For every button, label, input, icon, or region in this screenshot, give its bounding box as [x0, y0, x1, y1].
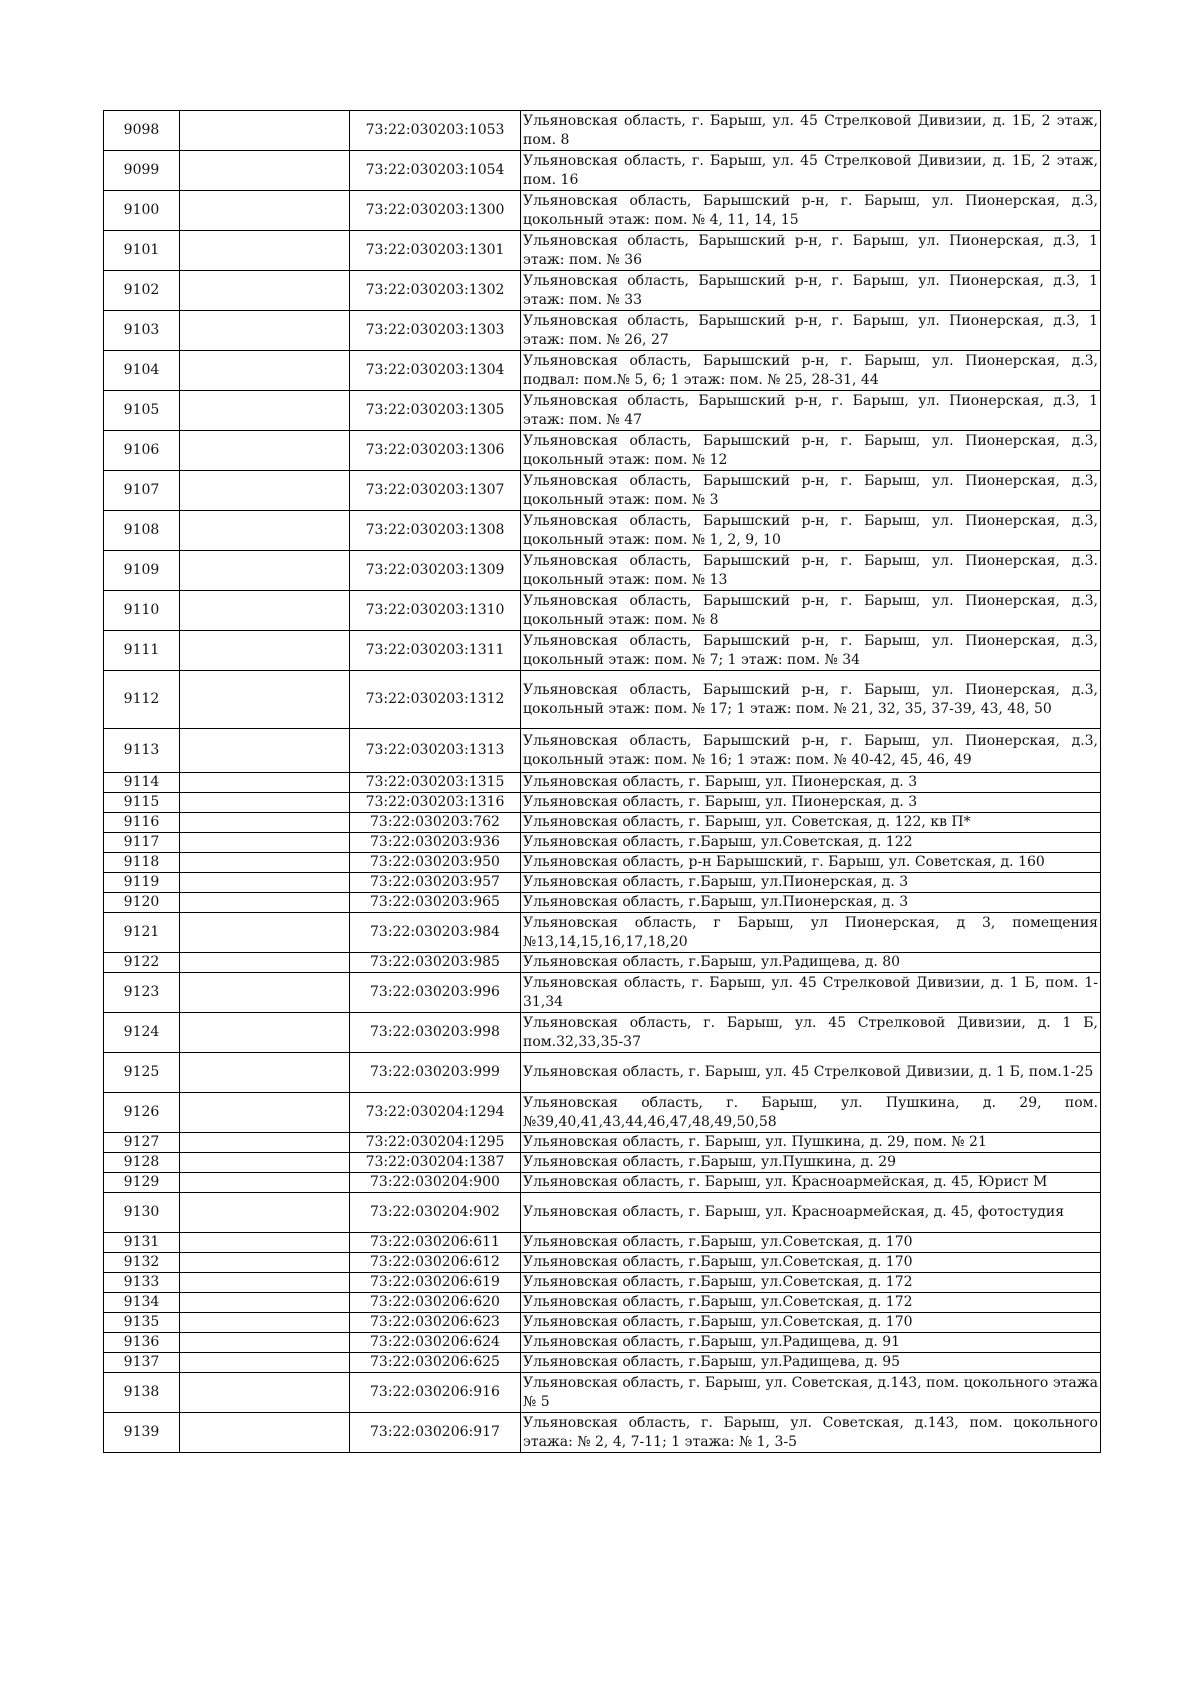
address-cell: Ульяновская область, г. Барыш, ул. Пионерская, д. 3 [521, 793, 1101, 813]
cadastral-number-cell: 73:22:030203:1308 [350, 511, 521, 551]
empty-cell [180, 431, 350, 471]
row-number-cell: 9125 [104, 1053, 180, 1093]
table-row [104, 591, 1101, 631]
address-cell: Ульяновская область, г.Барыш, ул.Советская, д. 170 [521, 1253, 1101, 1273]
cadastral-number-cell: 73:22:030203:1303 [350, 311, 521, 351]
empty-cell [180, 913, 350, 953]
row-number-cell: 9113 [104, 729, 180, 773]
address-cell: Ульяновская область, Барышский р-н, г. Барыш, ул. Пионерская, д.3, 1 этаж: пом. № 33 [521, 271, 1101, 311]
table-row [104, 671, 1101, 729]
empty-cell [180, 511, 350, 551]
empty-cell [180, 853, 350, 873]
empty-cell [180, 1273, 350, 1293]
table-row [104, 973, 1101, 1013]
cadastral-number-cell: 73:22:030203:1306 [350, 431, 521, 471]
table-row [104, 1193, 1101, 1233]
cadastral-number-cell: 73:22:030203:984 [350, 913, 521, 953]
cadastral-number-cell: 73:22:030203:1315 [350, 773, 521, 793]
empty-cell [180, 953, 350, 973]
table-row [104, 191, 1101, 231]
table-row [104, 853, 1101, 873]
empty-cell [180, 591, 350, 631]
cadastral-number-cell: 73:22:030203:1301 [350, 231, 521, 271]
empty-cell [180, 873, 350, 893]
cadastral-number-cell: 73:22:030204:1387 [350, 1153, 521, 1173]
cadastral-number-cell: 73:22:030204:902 [350, 1193, 521, 1233]
table-row [104, 729, 1101, 773]
address-cell: Ульяновская область, Барышский р-н, г. Барыш, ул. Пионерская, д.3, цокольный этаж: пом. № 12 [521, 431, 1101, 471]
empty-cell [180, 1253, 350, 1273]
address-cell: Ульяновская область, г Барыш, ул Пионерская, д 3, помещения №13,14,15,16,17,18,20 [521, 913, 1101, 953]
address-cell: Ульяновская область, Барышский р-н, г. Барыш, ул. Пионерская, д.3, цокольный этаж: пом. № 4, 11, 14, 15 [521, 191, 1101, 231]
row-number-cell: 9105 [104, 391, 180, 431]
table-row [104, 1313, 1101, 1333]
table-row [104, 311, 1101, 351]
row-number-cell: 9121 [104, 913, 180, 953]
empty-cell [180, 631, 350, 671]
row-number-cell: 9115 [104, 793, 180, 813]
cadastral-number-cell: 73:22:030203:1309 [350, 551, 521, 591]
table-row [104, 431, 1101, 471]
cadastral-number-cell: 73:22:030206:917 [350, 1413, 521, 1453]
table-row [104, 1173, 1101, 1193]
empty-cell [180, 311, 350, 351]
cadastral-number-cell: 73:22:030203:762 [350, 813, 521, 833]
address-cell: Ульяновская область, Барышский р-н, г. Барыш, ул. Пионерская, д.3, 1 этаж: пом. № 26, 27 [521, 311, 1101, 351]
cadastral-number-cell: 73:22:030203:1312 [350, 671, 521, 729]
table-row [104, 1253, 1101, 1273]
cadastral-number-cell: 73:22:030203:1302 [350, 271, 521, 311]
row-number-cell: 9117 [104, 833, 180, 853]
address-cell: Ульяновская область, Барышский р-н, г. Барыш, ул. Пионерская, д.3, цокольный этаж: пом. № 16; 1 этаж: пом. № 40-42, 45, 46, 49 [521, 729, 1101, 773]
empty-cell [180, 1053, 350, 1093]
table-row [104, 813, 1101, 833]
table-row [104, 1093, 1101, 1133]
address-cell: Ульяновская область, г.Барыш, ул.Радищева, д. 91 [521, 1333, 1101, 1353]
table-row [104, 231, 1101, 271]
empty-cell [180, 973, 350, 1013]
row-number-cell: 9139 [104, 1413, 180, 1453]
empty-cell [180, 1353, 350, 1373]
row-number-cell: 9110 [104, 591, 180, 631]
cadastral-number-cell: 73:22:030203:985 [350, 953, 521, 973]
cadastral-number-cell: 73:22:030204:900 [350, 1173, 521, 1193]
cadastral-number-cell: 73:22:030203:998 [350, 1013, 521, 1053]
row-number-cell: 9103 [104, 311, 180, 351]
row-number-cell: 9102 [104, 271, 180, 311]
empty-cell [180, 793, 350, 813]
row-number-cell: 9107 [104, 471, 180, 511]
row-number-cell: 9127 [104, 1133, 180, 1153]
empty-cell [180, 1093, 350, 1133]
table-row [104, 111, 1101, 151]
table-row [104, 391, 1101, 431]
address-cell: Ульяновская область, г. Барыш, ул. Пушкина, д. 29, пом. № 21 [521, 1133, 1101, 1153]
address-cell: Ульяновская область, г.Барыш, ул.Радищева, д. 95 [521, 1353, 1101, 1373]
empty-cell [180, 351, 350, 391]
address-cell: Ульяновская область, г. Барыш, ул. 45 Стрелковой Дивизии, д. 1 Б, пом. 1-31,34 [521, 973, 1101, 1013]
table-row [104, 953, 1101, 973]
cadastral-number-cell: 73:22:030203:1311 [350, 631, 521, 671]
cadastral-number-cell: 73:22:030203:1305 [350, 391, 521, 431]
empty-cell [180, 1193, 350, 1233]
cadastral-number-cell: 73:22:030204:1295 [350, 1133, 521, 1153]
cadastral-number-cell: 73:22:030203:1313 [350, 729, 521, 773]
table-row [104, 1233, 1101, 1253]
row-number-cell: 9120 [104, 893, 180, 913]
cadastral-number-cell: 73:22:030203:1316 [350, 793, 521, 813]
cadastral-number-cell: 73:22:030203:999 [350, 1053, 521, 1093]
row-number-cell: 9123 [104, 973, 180, 1013]
address-cell: Ульяновская область, Барышский р-н, г. Барыш, ул. Пионерская, д.3. цокольный этаж: пом. № 13 [521, 551, 1101, 591]
table-row [104, 773, 1101, 793]
address-cell: Ульяновская область, г. Барыш, ул. Советская, д.143, пом. цокольного этажа: № 2, 4, 7-11; 1 этажа: № 1, 3-5 [521, 1413, 1101, 1453]
cadastral-number-cell: 73:22:030206:623 [350, 1313, 521, 1333]
row-number-cell: 9100 [104, 191, 180, 231]
address-cell: Ульяновская область, г.Барыш, ул.Советская, д. 170 [521, 1233, 1101, 1253]
address-cell: Ульяновская область, г.Барыш, ул.Советская, д. 122 [521, 833, 1101, 853]
row-number-cell: 9114 [104, 773, 180, 793]
row-number-cell: 9112 [104, 671, 180, 729]
address-cell: Ульяновская область, Барышский р-н, г. Барыш, ул. Пионерская, д.3, 1 этаж: пом. № 47 [521, 391, 1101, 431]
table-row [104, 151, 1101, 191]
empty-cell [180, 391, 350, 431]
table-row [104, 351, 1101, 391]
cadastral-number-cell: 73:22:030206:620 [350, 1293, 521, 1313]
cadastral-number-cell: 73:22:030203:957 [350, 873, 521, 893]
row-number-cell: 9131 [104, 1233, 180, 1253]
table-row [104, 833, 1101, 853]
address-cell: Ульяновская область, Барышский р-н, г. Барыш, ул. Пионерская, д.3, цокольный этаж: пом. № 1, 2, 9, 10 [521, 511, 1101, 551]
table-row [104, 1153, 1101, 1173]
table-row [104, 1353, 1101, 1373]
empty-cell [180, 773, 350, 793]
row-number-cell: 9104 [104, 351, 180, 391]
empty-cell [180, 271, 350, 311]
cadastral-number-cell: 73:22:030203:1310 [350, 591, 521, 631]
address-cell: Ульяновская область, р-н Барышский, г. Барыш, ул. Советская, д. 160 [521, 853, 1101, 873]
empty-cell [180, 893, 350, 913]
empty-cell [180, 111, 350, 151]
cadastral-number-cell: 73:22:030206:612 [350, 1253, 521, 1273]
row-number-cell: 9126 [104, 1093, 180, 1133]
table-row [104, 793, 1101, 813]
empty-cell [180, 1293, 350, 1313]
table-row [104, 1373, 1101, 1413]
row-number-cell: 9134 [104, 1293, 180, 1313]
address-cell: Ульяновская область, г. Барыш, ул. 45 Стрелковой Дивизии, д. 1Б, 2 этаж, пом. 16 [521, 151, 1101, 191]
row-number-cell: 9133 [104, 1273, 180, 1293]
row-number-cell: 9101 [104, 231, 180, 271]
row-number-cell: 9116 [104, 813, 180, 833]
address-cell: Ульяновская область, г.Барыш, ул.Пионерская, д. 3 [521, 893, 1101, 913]
empty-cell [180, 1153, 350, 1173]
empty-cell [180, 1413, 350, 1453]
cadastral-number-cell: 73:22:030206:624 [350, 1333, 521, 1353]
address-cell: Ульяновская область, г.Барыш, ул.Пушкина, д. 29 [521, 1153, 1101, 1173]
address-cell: Ульяновская область, г.Барыш, ул.Советская, д. 172 [521, 1273, 1101, 1293]
address-cell: Ульяновская область, г.Барыш, ул.Радищева, д. 80 [521, 953, 1101, 973]
row-number-cell: 9138 [104, 1373, 180, 1413]
table-row [104, 1013, 1101, 1053]
row-number-cell: 9118 [104, 853, 180, 873]
row-number-cell: 9119 [104, 873, 180, 893]
address-cell: Ульяновская область, Барышский р-н, г. Барыш, ул. Пионерская, д.3, цокольный этаж: пом. № 7; 1 этаж: пом. № 34 [521, 631, 1101, 671]
address-cell: Ульяновская область, г.Барыш, ул.Пионерская, д. 3 [521, 873, 1101, 893]
row-number-cell: 9135 [104, 1313, 180, 1333]
table-row [104, 551, 1101, 591]
cadastral-number-cell: 73:22:030203:936 [350, 833, 521, 853]
cadastral-number-cell: 73:22:030206:625 [350, 1353, 521, 1373]
empty-cell [180, 231, 350, 271]
address-cell: Ульяновская область, г. Барыш, ул. Красноармейская, д. 45, фотостудия [521, 1193, 1101, 1233]
property-registry-table [103, 110, 1101, 1453]
cadastral-number-cell: 73:22:030206:619 [350, 1273, 521, 1293]
address-cell: Ульяновская область, г. Барыш, ул. 45 Стрелковой Дивизии, д. 1Б, 2 этаж, пом. 8 [521, 111, 1101, 151]
empty-cell [180, 471, 350, 511]
row-number-cell: 9136 [104, 1333, 180, 1353]
cadastral-number-cell: 73:22:030203:950 [350, 853, 521, 873]
table-row [104, 913, 1101, 953]
address-cell: Ульяновская область, Барышский р-н, г. Барыш, ул. Пионерская, д.3, цокольный этаж: пом. № 17; 1 этаж: пом. № 21, 32, 35, 37-39, 43, 48, 50 [521, 671, 1101, 729]
row-number-cell: 9128 [104, 1153, 180, 1173]
table-row [104, 1053, 1101, 1093]
row-number-cell: 9132 [104, 1253, 180, 1273]
address-cell: Ульяновская область, Барышский р-н, г. Барыш, ул. Пионерская, д.3, подвал: пом.№ 5, 6; 1 этаж: пом. № 25, 28-31, 44 [521, 351, 1101, 391]
table-row [104, 511, 1101, 551]
empty-cell [180, 151, 350, 191]
registry-table-body [104, 111, 1101, 1453]
address-cell: Ульяновская область, Барышский р-н, г. Барыш, ул. Пионерская, д.3, 1 этаж: пом. № 36 [521, 231, 1101, 271]
empty-cell [180, 833, 350, 853]
cadastral-number-cell: 73:22:030203:1304 [350, 351, 521, 391]
cadastral-number-cell: 73:22:030206:916 [350, 1373, 521, 1413]
empty-cell [180, 1233, 350, 1253]
row-number-cell: 9108 [104, 511, 180, 551]
address-cell: Ульяновская область, г. Барыш, ул. Пионерская, д. 3 [521, 773, 1101, 793]
address-cell: Ульяновская область, г. Барыш, ул. 45 Стрелковой Дивизии, д. 1 Б, пом.1-25 [521, 1053, 1101, 1093]
address-cell: Ульяновская область, Барышский р-н, г. Барыш, ул. Пионерская, д.3, цокольный этаж: пом. № 8 [521, 591, 1101, 631]
table-row [104, 1333, 1101, 1353]
empty-cell [180, 729, 350, 773]
empty-cell [180, 671, 350, 729]
table-row [104, 893, 1101, 913]
empty-cell [180, 191, 350, 231]
address-cell: Ульяновская область, г. Барыш, ул. Советская, д.143, пом. цокольного этажа № 5 [521, 1373, 1101, 1413]
table-row [104, 471, 1101, 511]
row-number-cell: 9130 [104, 1193, 180, 1233]
address-cell: Ульяновская область, Барышский р-н, г. Барыш, ул. Пионерская, д.3, цокольный этаж: пом. № 3 [521, 471, 1101, 511]
address-cell: Ульяновская область, г. Барыш, ул. Пушкина, д. 29, пом. №39,40,41,43,44,46,47,48,49,50,58 [521, 1093, 1101, 1133]
cadastral-number-cell: 73:22:030203:965 [350, 893, 521, 913]
table-row [104, 1413, 1101, 1453]
row-number-cell: 9111 [104, 631, 180, 671]
table-row [104, 1133, 1101, 1153]
empty-cell [180, 1173, 350, 1193]
cadastral-number-cell: 73:22:030203:1054 [350, 151, 521, 191]
table-row [104, 1273, 1101, 1293]
row-number-cell: 9098 [104, 111, 180, 151]
cadastral-number-cell: 73:22:030203:1307 [350, 471, 521, 511]
cadastral-number-cell: 73:22:030203:1053 [350, 111, 521, 151]
cadastral-number-cell: 73:22:030204:1294 [350, 1093, 521, 1133]
table-row [104, 1293, 1101, 1313]
address-cell: Ульяновская область, г. Барыш, ул. Красноармейская, д. 45, Юрист М [521, 1173, 1101, 1193]
address-cell: Ульяновская область, г. Барыш, ул. Советская, д. 122, кв П* [521, 813, 1101, 833]
empty-cell [180, 1313, 350, 1333]
table-row [104, 631, 1101, 671]
table-row [104, 271, 1101, 311]
cadastral-number-cell: 73:22:030203:996 [350, 973, 521, 1013]
row-number-cell: 9122 [104, 953, 180, 973]
address-cell: Ульяновская область, г. Барыш, ул. 45 Стрелковой Дивизии, д. 1 Б, пом.32,33,35-37 [521, 1013, 1101, 1053]
cadastral-number-cell: 73:22:030206:611 [350, 1233, 521, 1253]
empty-cell [180, 1133, 350, 1153]
row-number-cell: 9109 [104, 551, 180, 591]
row-number-cell: 9106 [104, 431, 180, 471]
empty-cell [180, 551, 350, 591]
address-cell: Ульяновская область, г.Барыш, ул.Советская, д. 172 [521, 1293, 1101, 1313]
row-number-cell: 9129 [104, 1173, 180, 1193]
empty-cell [180, 1373, 350, 1413]
row-number-cell: 9124 [104, 1013, 180, 1053]
address-cell: Ульяновская область, г.Барыш, ул.Советская, д. 170 [521, 1313, 1101, 1333]
empty-cell [180, 1333, 350, 1353]
empty-cell [180, 1013, 350, 1053]
cadastral-number-cell: 73:22:030203:1300 [350, 191, 521, 231]
row-number-cell: 9137 [104, 1353, 180, 1373]
empty-cell [180, 813, 350, 833]
row-number-cell: 9099 [104, 151, 180, 191]
table-row [104, 873, 1101, 893]
